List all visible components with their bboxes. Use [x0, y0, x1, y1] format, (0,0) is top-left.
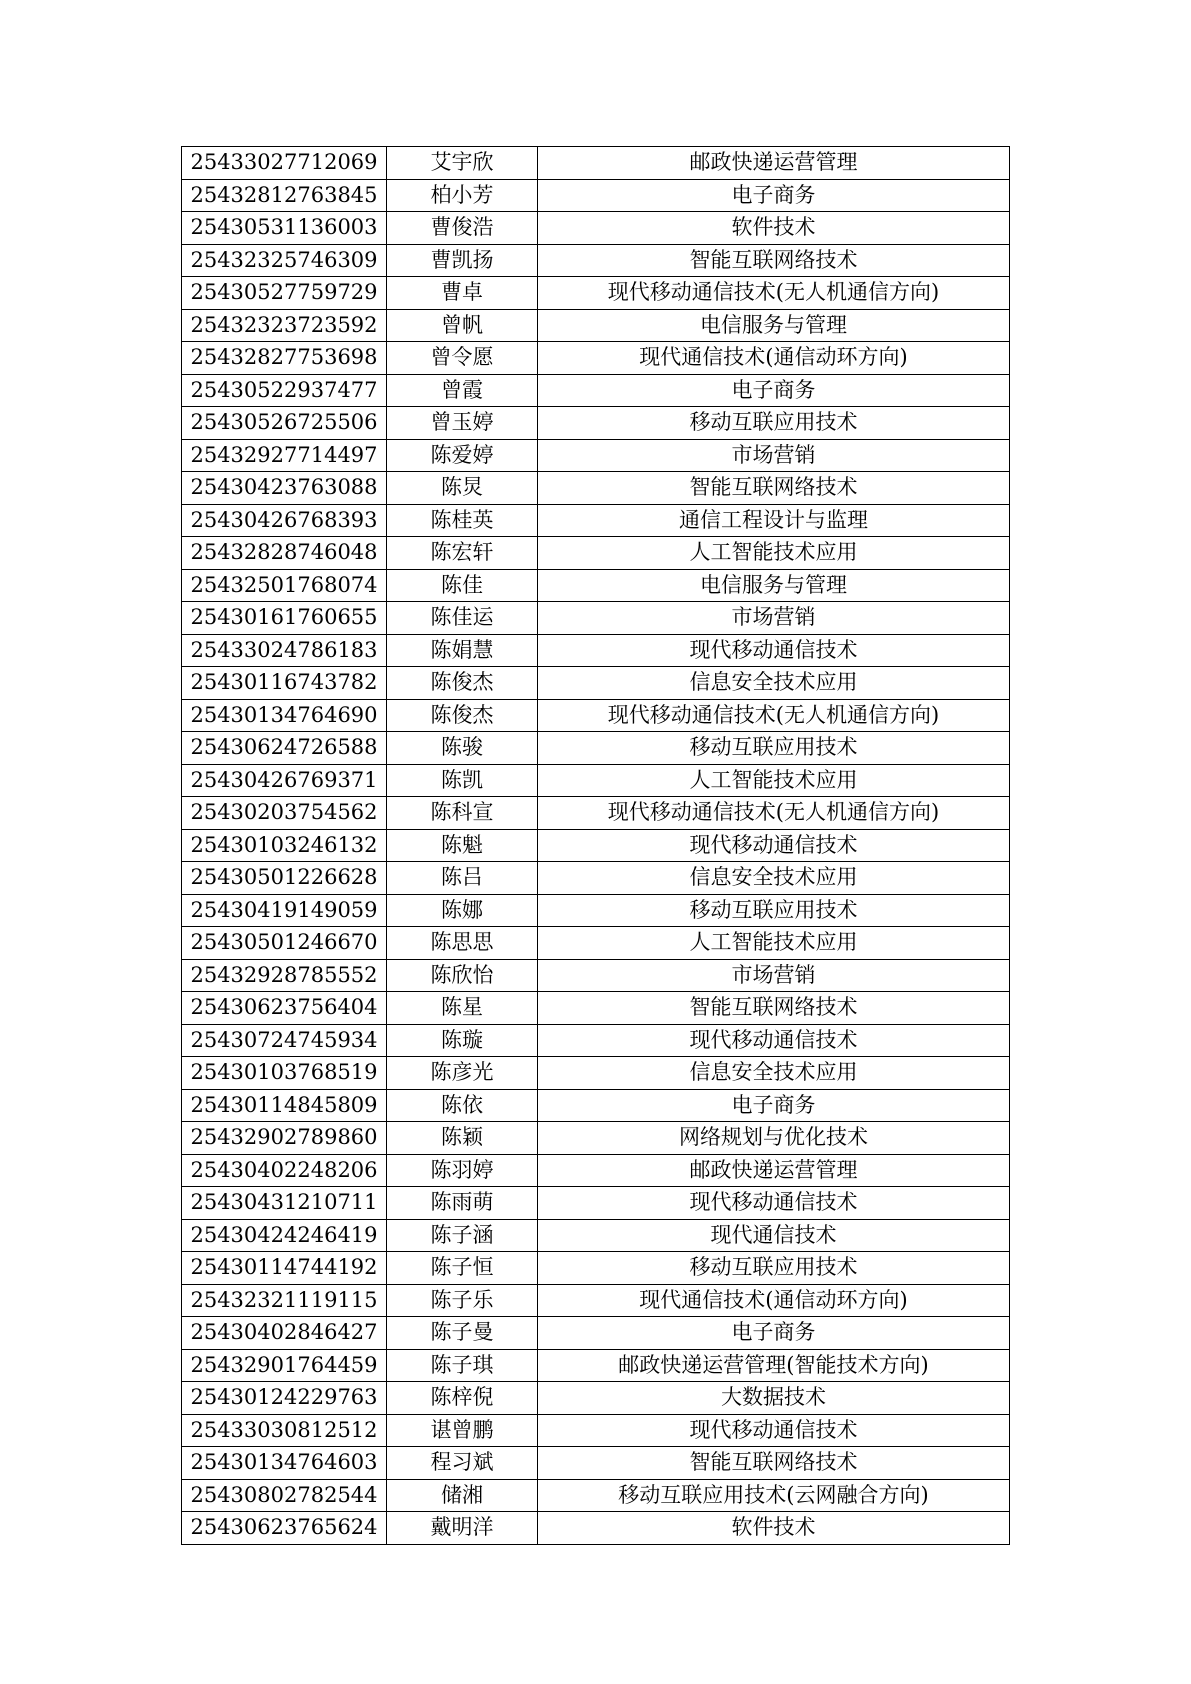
major-cell: 邮政快递运营管理 — [538, 147, 1010, 180]
table-row — [182, 472, 1010, 505]
major-cell: 电子商务 — [538, 1317, 1010, 1350]
table-row — [182, 569, 1010, 602]
major-cell: 市场营销 — [538, 959, 1010, 992]
major-cell: 智能互联网络技术 — [538, 472, 1010, 505]
major-cell: 电子商务 — [538, 1089, 1010, 1122]
student-id-cell: 25430124229763 — [182, 1382, 387, 1415]
table-row — [182, 1382, 1010, 1415]
student-name-cell: 陈爱婷 — [387, 439, 538, 472]
student-name-cell: 陈子乐 — [387, 1284, 538, 1317]
student-name-cell: 陈桂英 — [387, 504, 538, 537]
student-name-cell: 陈魁 — [387, 829, 538, 862]
student-name-cell: 戴明洋 — [387, 1512, 538, 1545]
student-name-cell: 曹凯扬 — [387, 244, 538, 277]
table-row — [182, 602, 1010, 635]
student-id-cell: 25430134764603 — [182, 1447, 387, 1480]
student-id-cell: 25430522937477 — [182, 374, 387, 407]
table-row — [182, 1219, 1010, 1252]
table-row — [182, 992, 1010, 1025]
student-id-cell: 25433027712069 — [182, 147, 387, 180]
table-row — [182, 537, 1010, 570]
student-id-cell: 25430134764690 — [182, 699, 387, 732]
major-cell: 信息安全技术应用 — [538, 667, 1010, 700]
student-name-cell: 艾宇欣 — [387, 147, 538, 180]
table-row — [182, 1317, 1010, 1350]
major-cell: 现代移动通信技术(无人机通信方向) — [538, 277, 1010, 310]
table-row — [182, 277, 1010, 310]
major-cell: 电信服务与管理 — [538, 569, 1010, 602]
major-cell: 现代移动通信技术 — [538, 1187, 1010, 1220]
table-row — [182, 1089, 1010, 1122]
table-row — [182, 1447, 1010, 1480]
student-name-cell: 曾霞 — [387, 374, 538, 407]
student-id-cell: 25430531136003 — [182, 212, 387, 245]
student-name-cell: 陈炅 — [387, 472, 538, 505]
student-id-cell: 25430426769371 — [182, 764, 387, 797]
major-cell: 移动互联应用技术 — [538, 1252, 1010, 1285]
table-row — [182, 504, 1010, 537]
table-row — [182, 894, 1010, 927]
table-row — [182, 1284, 1010, 1317]
student-name-cell: 陈佳运 — [387, 602, 538, 635]
table-row — [182, 212, 1010, 245]
student-id-cell: 25432321119115 — [182, 1284, 387, 1317]
major-cell: 现代移动通信技术 — [538, 829, 1010, 862]
major-cell: 现代移动通信技术 — [538, 1024, 1010, 1057]
student-id-cell: 25432325746309 — [182, 244, 387, 277]
table-row — [182, 764, 1010, 797]
table-row — [182, 1252, 1010, 1285]
major-cell: 邮政快递运营管理(智能技术方向) — [538, 1349, 1010, 1382]
student-name-cell: 柏小芳 — [387, 179, 538, 212]
major-cell: 信息安全技术应用 — [538, 862, 1010, 895]
student-id-cell: 25430526725506 — [182, 407, 387, 440]
table-row — [182, 829, 1010, 862]
student-name-cell: 陈子琪 — [387, 1349, 538, 1382]
student-name-cell: 曾帆 — [387, 309, 538, 342]
student-name-cell: 陈俊杰 — [387, 699, 538, 732]
student-name-cell: 陈子恒 — [387, 1252, 538, 1285]
student-name-cell: 陈雨萌 — [387, 1187, 538, 1220]
table-row — [182, 1057, 1010, 1090]
table-row — [182, 244, 1010, 277]
admission-roster-table — [181, 146, 1010, 1545]
student-id-cell: 25432323723592 — [182, 309, 387, 342]
major-cell: 移动互联应用技术 — [538, 732, 1010, 765]
major-cell: 移动互联应用技术(云网融合方向) — [538, 1479, 1010, 1512]
table-row — [182, 1414, 1010, 1447]
table-row — [182, 634, 1010, 667]
major-cell: 市场营销 — [538, 602, 1010, 635]
table-row — [182, 147, 1010, 180]
major-cell: 移动互联应用技术 — [538, 894, 1010, 927]
table-row — [182, 1024, 1010, 1057]
table-row — [182, 407, 1010, 440]
student-id-cell: 25432928785552 — [182, 959, 387, 992]
student-id-cell: 25430114845809 — [182, 1089, 387, 1122]
student-name-cell: 程习斌 — [387, 1447, 538, 1480]
major-cell: 通信工程设计与监理 — [538, 504, 1010, 537]
roster-body — [182, 147, 1010, 1545]
student-id-cell: 25430623765624 — [182, 1512, 387, 1545]
table-row — [182, 309, 1010, 342]
major-cell: 智能互联网络技术 — [538, 244, 1010, 277]
student-name-cell: 陈羽婷 — [387, 1154, 538, 1187]
student-name-cell: 陈娜 — [387, 894, 538, 927]
table-row — [182, 862, 1010, 895]
student-name-cell: 陈彦光 — [387, 1057, 538, 1090]
major-cell: 现代通信技术(通信动环方向) — [538, 1284, 1010, 1317]
table-row — [182, 927, 1010, 960]
major-cell: 电子商务 — [538, 374, 1010, 407]
table-row — [182, 374, 1010, 407]
major-cell: 网络规划与优化技术 — [538, 1122, 1010, 1155]
major-cell: 电信服务与管理 — [538, 309, 1010, 342]
student-name-cell: 陈凯 — [387, 764, 538, 797]
student-id-cell: 25430116743782 — [182, 667, 387, 700]
student-id-cell: 25430402846427 — [182, 1317, 387, 1350]
table-row — [182, 959, 1010, 992]
major-cell: 邮政快递运营管理 — [538, 1154, 1010, 1187]
student-name-cell: 陈佳 — [387, 569, 538, 602]
student-name-cell: 陈娟慧 — [387, 634, 538, 667]
student-id-cell: 25432501768074 — [182, 569, 387, 602]
student-name-cell: 陈颖 — [387, 1122, 538, 1155]
student-name-cell: 陈吕 — [387, 862, 538, 895]
table-row — [182, 179, 1010, 212]
student-id-cell: 25432927714497 — [182, 439, 387, 472]
student-id-cell: 25430527759729 — [182, 277, 387, 310]
student-id-cell: 25430623756404 — [182, 992, 387, 1025]
student-id-cell: 25430423763088 — [182, 472, 387, 505]
student-name-cell: 陈欣怡 — [387, 959, 538, 992]
major-cell: 移动互联应用技术 — [538, 407, 1010, 440]
table-row — [182, 699, 1010, 732]
student-name-cell: 陈璇 — [387, 1024, 538, 1057]
student-name-cell: 陈骏 — [387, 732, 538, 765]
student-id-cell: 25433030812512 — [182, 1414, 387, 1447]
student-id-cell: 25430161760655 — [182, 602, 387, 635]
table-row — [182, 1512, 1010, 1545]
major-cell: 电子商务 — [538, 179, 1010, 212]
major-cell: 软件技术 — [538, 212, 1010, 245]
student-name-cell: 曹俊浩 — [387, 212, 538, 245]
student-name-cell: 曹卓 — [387, 277, 538, 310]
student-id-cell: 25430103246132 — [182, 829, 387, 862]
major-cell: 现代移动通信技术 — [538, 1414, 1010, 1447]
student-id-cell: 25432902789860 — [182, 1122, 387, 1155]
student-id-cell: 25432828746048 — [182, 537, 387, 570]
student-name-cell: 陈子曼 — [387, 1317, 538, 1350]
student-id-cell: 25430624726588 — [182, 732, 387, 765]
student-name-cell: 陈依 — [387, 1089, 538, 1122]
student-name-cell: 谌曾鹏 — [387, 1414, 538, 1447]
student-name-cell: 陈俊杰 — [387, 667, 538, 700]
student-name-cell: 陈科宣 — [387, 797, 538, 830]
student-id-cell: 25430431210711 — [182, 1187, 387, 1220]
student-name-cell: 陈子涵 — [387, 1219, 538, 1252]
table-row — [182, 667, 1010, 700]
student-name-cell: 曾玉婷 — [387, 407, 538, 440]
major-cell: 现代移动通信技术(无人机通信方向) — [538, 699, 1010, 732]
table-row — [182, 1154, 1010, 1187]
student-id-cell: 25430501226628 — [182, 862, 387, 895]
major-cell: 现代移动通信技术 — [538, 634, 1010, 667]
major-cell: 现代通信技术 — [538, 1219, 1010, 1252]
major-cell: 信息安全技术应用 — [538, 1057, 1010, 1090]
table-row — [182, 732, 1010, 765]
student-id-cell: 25430103768519 — [182, 1057, 387, 1090]
table-row — [182, 797, 1010, 830]
student-id-cell: 25432901764459 — [182, 1349, 387, 1382]
major-cell: 人工智能技术应用 — [538, 537, 1010, 570]
table-row — [182, 1187, 1010, 1220]
table-row — [182, 439, 1010, 472]
student-id-cell: 25430114744192 — [182, 1252, 387, 1285]
table-row — [182, 1122, 1010, 1155]
student-name-cell: 曾令愿 — [387, 342, 538, 375]
student-id-cell: 25430424246419 — [182, 1219, 387, 1252]
major-cell: 智能互联网络技术 — [538, 992, 1010, 1025]
student-name-cell: 陈宏轩 — [387, 537, 538, 570]
student-id-cell: 25430724745934 — [182, 1024, 387, 1057]
student-id-cell: 25430203754562 — [182, 797, 387, 830]
table-row — [182, 1479, 1010, 1512]
student-id-cell: 25432812763845 — [182, 179, 387, 212]
student-name-cell: 储湘 — [387, 1479, 538, 1512]
student-name-cell: 陈梓倪 — [387, 1382, 538, 1415]
student-name-cell: 陈思思 — [387, 927, 538, 960]
student-id-cell: 25433024786183 — [182, 634, 387, 667]
major-cell: 软件技术 — [538, 1512, 1010, 1545]
table-row — [182, 1349, 1010, 1382]
student-name-cell: 陈星 — [387, 992, 538, 1025]
student-id-cell: 25430426768393 — [182, 504, 387, 537]
student-id-cell: 25430419149059 — [182, 894, 387, 927]
student-id-cell: 25430501246670 — [182, 927, 387, 960]
major-cell: 人工智能技术应用 — [538, 927, 1010, 960]
student-id-cell: 25430402248206 — [182, 1154, 387, 1187]
table-row — [182, 342, 1010, 375]
major-cell: 现代通信技术(通信动环方向) — [538, 342, 1010, 375]
major-cell: 现代移动通信技术(无人机通信方向) — [538, 797, 1010, 830]
major-cell: 市场营销 — [538, 439, 1010, 472]
major-cell: 人工智能技术应用 — [538, 764, 1010, 797]
student-id-cell: 25430802782544 — [182, 1479, 387, 1512]
major-cell: 大数据技术 — [538, 1382, 1010, 1415]
student-id-cell: 25432827753698 — [182, 342, 387, 375]
major-cell: 智能互联网络技术 — [538, 1447, 1010, 1480]
